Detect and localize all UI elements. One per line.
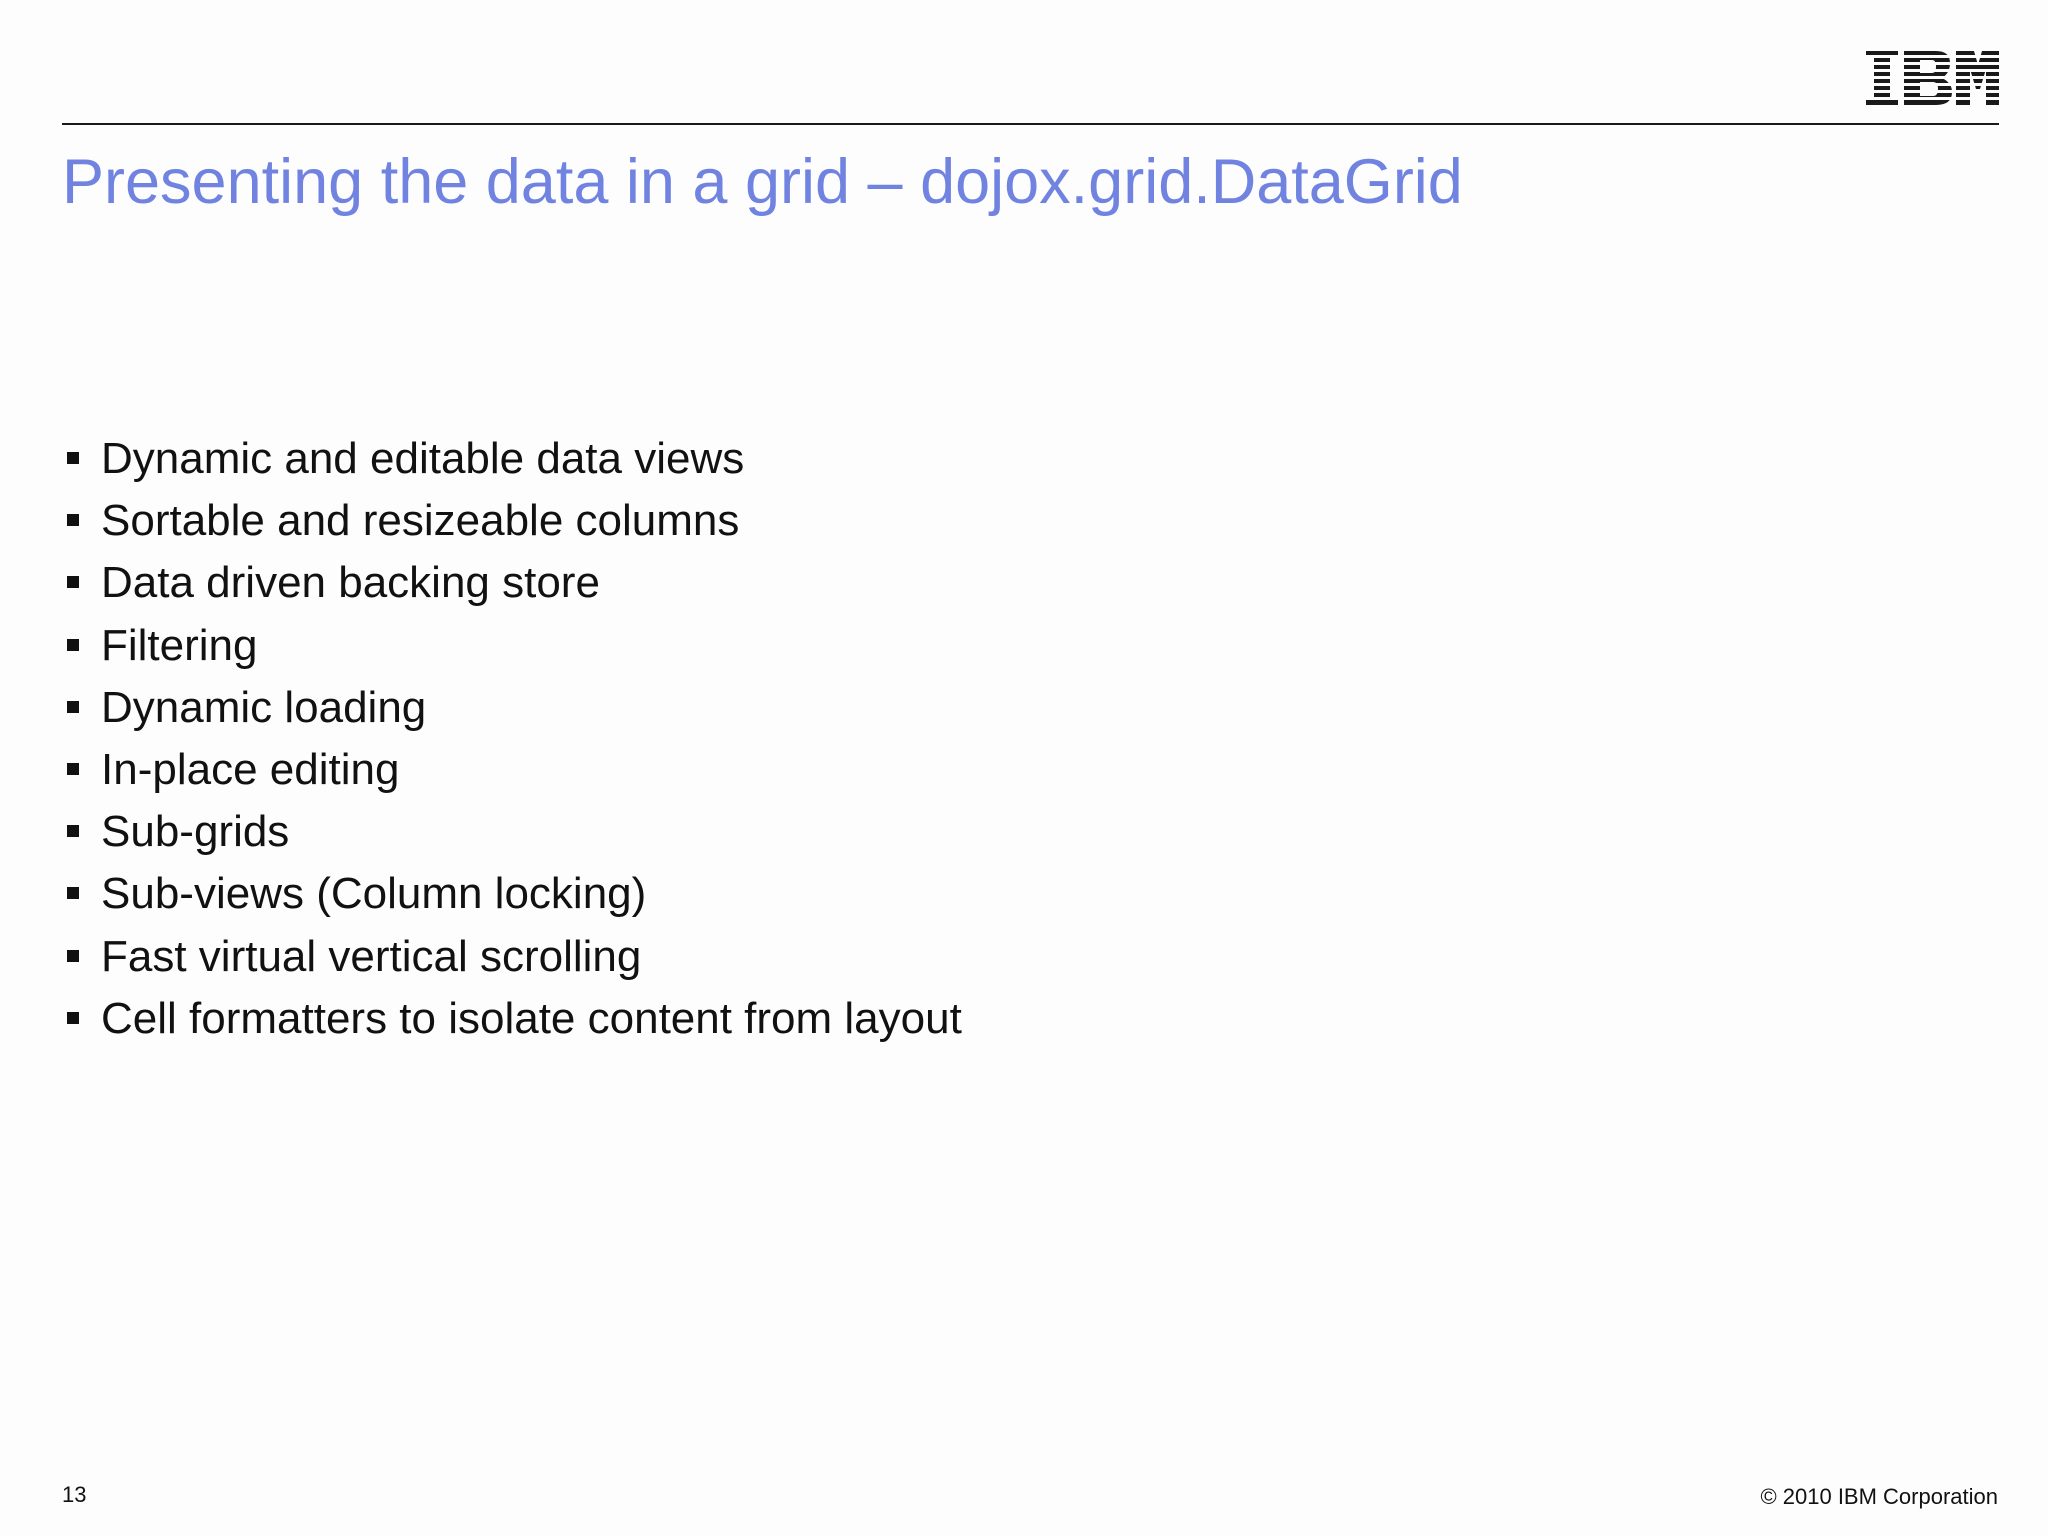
bullet-item xyxy=(62,677,962,739)
square-bullet-icon xyxy=(67,763,79,775)
bullet-text: In-place editing xyxy=(101,744,400,794)
bullet-text: Sub-views (Column locking) xyxy=(101,869,647,919)
bullet-item xyxy=(62,988,962,1050)
ibm-logo xyxy=(1866,51,1999,105)
bullet-text: Dynamic and editable data views xyxy=(101,434,745,483)
bullet-item xyxy=(62,552,962,614)
bullet-item xyxy=(62,490,962,552)
bullet-item xyxy=(62,863,962,925)
bullet-text: Filtering xyxy=(101,620,258,670)
square-bullet-icon xyxy=(67,825,79,837)
copyright-notice: © 2010 IBM Corporation xyxy=(1760,1484,1998,1509)
bullet-item xyxy=(62,615,962,677)
square-bullet-icon xyxy=(67,887,79,899)
square-bullet-icon xyxy=(67,950,79,962)
bullet-text: Data driven backing store xyxy=(101,558,600,608)
square-bullet-icon xyxy=(67,576,79,588)
bullet-item xyxy=(62,739,962,801)
header-rule xyxy=(62,123,1999,125)
bullet-text: Fast virtual vertical scrolling xyxy=(101,931,642,981)
bullet-text: Sub-grids xyxy=(101,807,290,857)
bullet-item xyxy=(62,926,962,988)
page-number: 13 xyxy=(62,1482,87,1507)
square-bullet-icon xyxy=(67,701,79,713)
bullet-text: Sortable and resizeable columns xyxy=(101,496,740,546)
slide-title: Presenting the data in a grid – dojox.grid.DataGrid xyxy=(62,147,1463,217)
bullet-list xyxy=(62,428,962,1050)
bullet-text: Dynamic loading xyxy=(101,682,427,732)
bullet-text: Cell formatters to isolate content from layout xyxy=(101,993,962,1043)
bullet-item xyxy=(62,801,962,863)
square-bullet-icon xyxy=(67,639,79,651)
square-bullet-icon xyxy=(67,1012,79,1024)
square-bullet-icon xyxy=(67,452,79,464)
bullet-item xyxy=(62,428,962,490)
square-bullet-icon xyxy=(67,514,79,526)
